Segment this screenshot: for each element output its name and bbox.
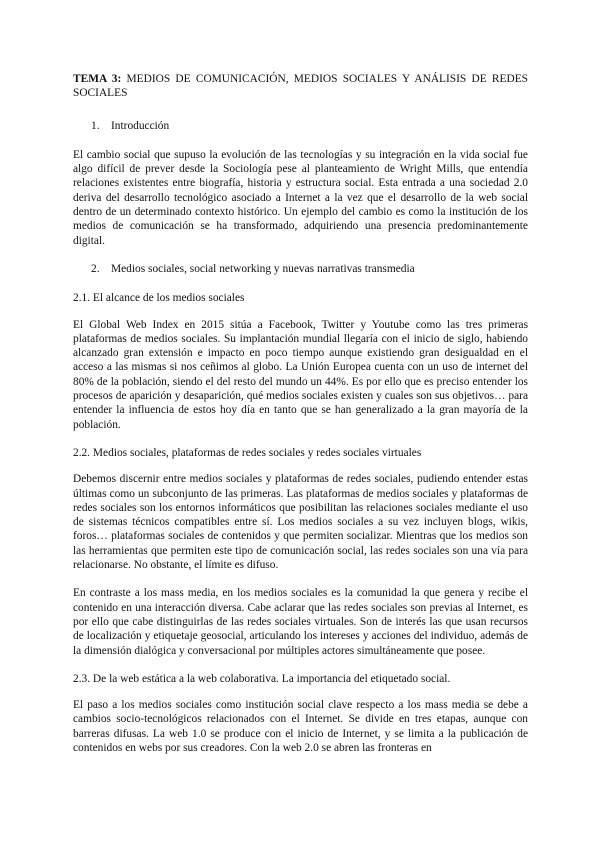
section-1-heading bbox=[73, 119, 528, 133]
title-prefix: TEMA 3: bbox=[73, 73, 122, 85]
section-2-number: 2. bbox=[91, 262, 100, 275]
section-2-title: Medios sociales, social networking y nuevas narrativas transmedia bbox=[111, 262, 415, 275]
section-1-paragraph-1: El cambio social que supuso la evolución de las tecnologías y su integración en la vida social fue algo difícil de prever desde la Sociología pese al planteamiento de Wright Mills, que entendía relaciones existentes entre biografía, historia y estructura social. Esta entrada a una sociedad 2.0 deriva del desarrollo tecnológico asociado a Internet a la vez que el desarrollo de la web social dentro de un determinado contexto histórico. Un ejemplo del cambio es como la institución de los medios de comunicación se ha transformado, adquiriendo una presencia predominantemente digital. bbox=[73, 148, 528, 247]
document-page bbox=[73, 72, 528, 769]
title-text: MEDIOS DE COMUNICACIÓN, MEDIOS SOCIALES Y ANÁLISIS DE REDES SOCIALES bbox=[73, 73, 528, 100]
section-1-title: Introducción bbox=[111, 119, 170, 132]
section-2-3-paragraph-1: El paso a los medios sociales como institución social clave respecto a los mass media se debe a cambios socio-tecnológicos relacionados con el Internet. Se divide en tres etapas, aunque con barreras difusas. La web 1.0 se produce con el inicio de Internet, y se limita a la publicación de contenidos en webs por sus creadores. Con la web 2.0 se abren las fronteras en bbox=[73, 699, 528, 754]
section-2-heading bbox=[73, 262, 528, 276]
section-2-2-paragraph-1: Debemos discernir entre medios sociales y plataformas de redes sociales, pudiendo entender estas últimas como un subconjunto de las primeras. Las plataformas de medios sociales y plataformas de redes sociales son los entornos informáticos que posibilitan las relaciones sociales mediante el uso de sistemas técnicos compatibles entre sí. Los medios sociales a su vez incluyen blogs, wikis, foros… plataformas sociales de contenidos y que permiten socializar. Mientras que los medios son las herramientas que permiten este tipo de comunicación social, las redes sociales son una vía para relacionarse. No obstante, el límite es difuso. bbox=[73, 473, 528, 572]
section-2-3-heading: 2.3. De la web estática a la web colaborativa. La importancia del etiquetado social. bbox=[73, 672, 451, 685]
section-2-1-heading: 2.1. El alcance de los medios sociales bbox=[73, 292, 245, 305]
page-title bbox=[73, 72, 528, 101]
section-1-number: 1. bbox=[91, 119, 100, 132]
section-2-2-paragraph-2: En contraste a los mass media, en los medios sociales es la comunidad la que genera y recibe el contenido en una interacción diversa. Cabe aclarar que las redes sociales son previas al Internet, es por ello que cabe distinguirlas de las redes sociales virtuales. Son de interés las que usan recursos de localización y etiquetaje geosocial, articulando los intereses y acciones del individuo, además de la dimensión dialógica y conversacional por múltiples actores simultáneamente que posee. bbox=[73, 587, 528, 657]
section-2-1-paragraph-1: El Global Web Index en 2015 sitúa a Facebook, Twitter y Youtube como las tres primeras plataformas de medios sociales. Su implantación mundial llegaría con el inicio de siglo, habiendo alcanzado gran extensión e impacto en poco tiempo aunque existiendo gran desigualdad en el acceso a las mismas si nos ceñimos al globo. La Unión Europea cuenta con un uso de internet del 80% de la población, siendo el del resto del mundo un 44%. Es por ello que es preciso entender los procesos de aparición y desaparición, qué medios sociales existen y cuales son sus objetivos… para entender la influencia de estos hoy día en tanto que se han generalizado a la gran mayoría de la población. bbox=[73, 318, 528, 431]
section-2-2-heading: 2.2. Medios sociales, plataformas de redes sociales y redes sociales virtuales bbox=[73, 446, 422, 459]
